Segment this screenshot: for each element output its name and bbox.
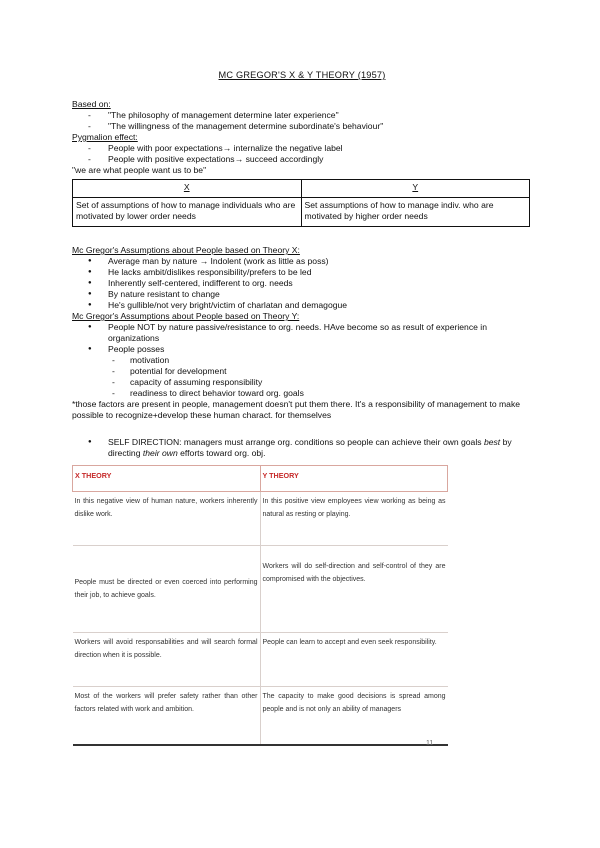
table-cell: People can learn to accept and even seek responsibility. [260, 633, 448, 687]
list-item: - readiness to direct behavior toward org. goals [112, 388, 532, 399]
table-row [73, 687, 448, 746]
table-cell-y: Set assumptions of how to manage indiv. who are motivated by higher order needs [301, 198, 530, 227]
document-page [72, 70, 532, 746]
list-item: ● He's gullible/not very bright/victim of charlatan and demagogue [88, 300, 532, 311]
list-item [88, 344, 532, 355]
theory-y-list [72, 322, 532, 355]
table-cell: The capacity to make good decisions is spread among people and is not only an ability of managers [260, 687, 448, 746]
theory-y-sublist [72, 355, 532, 399]
list-item: ● People NOT by nature passive/resistance to org. needs. HAve become so as result of experience in organizations [88, 322, 532, 344]
table-cell: In this negative view of human nature, workers inherently dislike work. [73, 492, 261, 546]
list-item: ● He lacks ambit/dislikes responsibility/prefers to be led [88, 267, 532, 278]
based-on-heading: Based on: [72, 99, 111, 109]
list-item: - People with positive expectations→ succeed accordingly [88, 154, 532, 165]
table-cell: Workers will avoid responsabilities and will search formal direction when it is possible. [73, 633, 261, 687]
table-cell: People must be directed or even coerced into performing their job, to achieve goals. [73, 546, 261, 633]
list-item: ● SELF DIRECTION: managers must arrange org. conditions so people can achieve their own goals best by directing their own efforts toward org. obj. [88, 437, 532, 459]
theory-x-list [72, 256, 532, 311]
list-item: - "The philosophy of management determine later experience" [88, 110, 532, 121]
pygmalion-heading: Pygmalion effect: [72, 132, 138, 142]
table-header-x-theory: X THEORY [73, 466, 261, 492]
list-item: - People with poor expectations→ internalize the negative label [88, 143, 532, 154]
list-item: - "The willingness of the management determine subordinate's behaviour" [88, 121, 532, 132]
table-cell: In this positive view employees view working as being as natural as resting or playing. [260, 492, 448, 546]
table-cell-x: Set of assumptions of how to manage individuals who are motivated by lower order needs [73, 198, 302, 227]
list-item: ● Average man by nature → Indolent (work as little as poss) [88, 256, 532, 267]
table-header-y-theory: Y THEORY [260, 466, 448, 492]
xy-summary-table [72, 179, 530, 227]
table-row [73, 633, 448, 687]
pygmalion-quote: "we are what people want us to be" [72, 165, 207, 175]
theory-y-heading: Mc Gregor's Assumptions about People based on Theory Y: [72, 311, 300, 321]
theory-y-note: *those factors are present in people, management doesn't put them there. It's a responsibility of management to make possible to recognize+develop these human charact. for themselves [72, 399, 521, 420]
list-item: ● By nature resistant to change [88, 289, 532, 300]
list-item: - motivation [112, 355, 532, 366]
table-header-y: Y [301, 180, 530, 198]
pygmalion-list [72, 143, 532, 165]
list-item: ● Inherently self-centered, indifferent to org. needs [88, 278, 532, 289]
table-row [73, 546, 448, 633]
table-row [73, 492, 448, 546]
table-cell: Workers will do self-direction and self-control of they are compromised with the objectives. [260, 546, 448, 633]
table-header-x: X [73, 180, 302, 198]
theory-x-heading: Mc Gregor's Assumptions about People based on Theory X: [72, 245, 300, 255]
based-on-list [72, 110, 532, 132]
page-title: MC GREGOR'S X & Y THEORY (1957) [218, 70, 386, 80]
list-item: - potential for development [112, 366, 532, 377]
xy-comparison-table [72, 465, 448, 746]
list-item: - capacity of assuming responsibility [112, 377, 532, 388]
page-number: 11 [426, 740, 434, 747]
self-direction-list [72, 437, 532, 459]
table-cell: Most of the workers will prefer safety rather than other factors related with work and ambition. [73, 687, 261, 746]
list-item-label: People posses [108, 344, 165, 354]
